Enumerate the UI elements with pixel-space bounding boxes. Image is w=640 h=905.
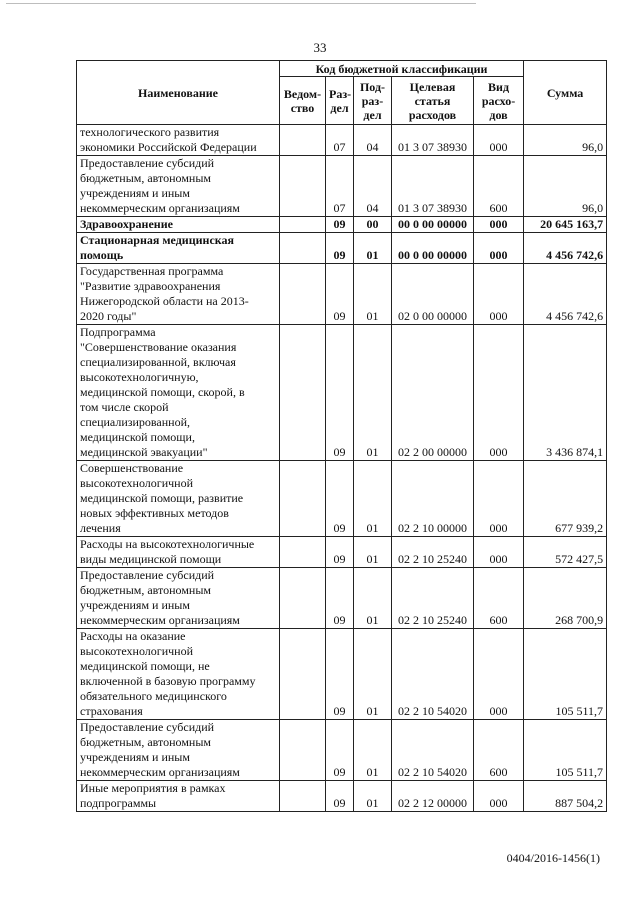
row-dept [280, 264, 326, 325]
row-subsection: 01 [354, 325, 392, 461]
row-name: Предоставление субсидий бюджетным, автономным учреждениям и иным некоммерческим организациям [77, 156, 280, 217]
header-code-group: Код бюджетной классификации [280, 61, 524, 77]
top-rule [6, 3, 476, 4]
row-section: 09 [326, 233, 354, 264]
row-dept [280, 781, 326, 812]
row-name: Иные мероприятия в рамках подпрограммы [77, 781, 280, 812]
row-amount: 96,0 [524, 156, 607, 217]
row-target: 02 2 12 00000 [392, 781, 474, 812]
row-amount: 96,0 [524, 125, 607, 156]
row-target: 02 2 10 54020 [392, 720, 474, 781]
row-subsection: 01 [354, 781, 392, 812]
table-row [77, 537, 607, 568]
header-name: Наименование [77, 61, 280, 125]
row-dept [280, 156, 326, 217]
row-section: 09 [326, 264, 354, 325]
row-subsection: 01 [354, 629, 392, 720]
row-subsection: 04 [354, 156, 392, 217]
row-amount: 105 511,7 [524, 629, 607, 720]
row-exp-type: 600 [474, 720, 524, 781]
row-section: 09 [326, 217, 354, 233]
row-name: Стационарная медицинская помощь [77, 233, 280, 264]
row-subsection: 01 [354, 233, 392, 264]
row-subsection: 01 [354, 264, 392, 325]
table-row [77, 325, 607, 461]
row-name: Предоставление субсидий бюджетным, автономным учреждениям и иным некоммерческим организациям [77, 568, 280, 629]
header-subsection: Под- раз- дел [354, 77, 392, 125]
row-target: 00 0 00 00000 [392, 233, 474, 264]
row-section: 09 [326, 629, 354, 720]
row-dept [280, 568, 326, 629]
row-section: 09 [326, 568, 354, 629]
row-section: 09 [326, 461, 354, 537]
row-dept [280, 537, 326, 568]
row-subsection: 01 [354, 537, 392, 568]
row-target: 02 2 10 54020 [392, 629, 474, 720]
row-subsection: 01 [354, 720, 392, 781]
row-exp-type: 000 [474, 629, 524, 720]
row-amount: 4 456 742,6 [524, 264, 607, 325]
row-exp-type: 600 [474, 568, 524, 629]
row-exp-type: 600 [474, 156, 524, 217]
header-amount: Сумма [524, 61, 607, 125]
table-row [77, 233, 607, 264]
row-name: Подпрограмма "Совершенствование оказания специализированной, включая высокотехнологичную, медицинской помощи, скорой, в том числе скорой специализированной, медицинской помощи, медицинской эвакуации" [77, 325, 280, 461]
row-exp-type: 000 [474, 233, 524, 264]
row-exp-type: 000 [474, 537, 524, 568]
row-target: 02 0 00 00000 [392, 264, 474, 325]
row-dept [280, 720, 326, 781]
table-row [77, 461, 607, 537]
table-row [77, 781, 607, 812]
table-row [77, 156, 607, 217]
header-exp-type: Вид расхо- дов [474, 77, 524, 125]
budget-table [76, 60, 607, 812]
row-name: Расходы на высокотехнологичные виды медицинской помощи [77, 537, 280, 568]
row-dept [280, 325, 326, 461]
row-subsection: 01 [354, 461, 392, 537]
row-subsection: 00 [354, 217, 392, 233]
row-target: 02 2 10 25240 [392, 537, 474, 568]
header-section: Раз- дел [326, 77, 354, 125]
row-section: 09 [326, 781, 354, 812]
row-exp-type: 000 [474, 125, 524, 156]
row-dept [280, 461, 326, 537]
row-dept [280, 629, 326, 720]
table-row [77, 720, 607, 781]
row-target: 01 3 07 38930 [392, 125, 474, 156]
row-name: Предоставление субсидий бюджетным, автономным учреждениям и иным некоммерческим организациям [77, 720, 280, 781]
row-section: 09 [326, 325, 354, 461]
row-amount: 887 504,2 [524, 781, 607, 812]
row-exp-type: 000 [474, 325, 524, 461]
row-name: технологического развития экономики Российской Федерации [77, 125, 280, 156]
table-row [77, 217, 607, 233]
header-target: Целевая статья расходов [392, 77, 474, 125]
row-dept [280, 217, 326, 233]
row-section: 07 [326, 125, 354, 156]
row-amount: 105 511,7 [524, 720, 607, 781]
table-row [77, 264, 607, 325]
row-subsection: 04 [354, 125, 392, 156]
row-amount: 572 427,5 [524, 537, 607, 568]
row-exp-type: 000 [474, 781, 524, 812]
table-row [77, 568, 607, 629]
row-target: 02 2 10 25240 [392, 568, 474, 629]
row-section: 09 [326, 537, 354, 568]
row-amount: 4 456 742,6 [524, 233, 607, 264]
row-exp-type: 000 [474, 461, 524, 537]
row-amount: 268 700,9 [524, 568, 607, 629]
document-code: 0404/2016-1456(1) [506, 851, 600, 865]
row-dept [280, 125, 326, 156]
row-target: 02 2 00 00000 [392, 325, 474, 461]
row-target: 01 3 07 38930 [392, 156, 474, 217]
row-target: 02 2 10 00000 [392, 461, 474, 537]
row-target: 00 0 00 00000 [392, 217, 474, 233]
row-amount: 3 436 874,1 [524, 325, 607, 461]
row-section: 09 [326, 720, 354, 781]
row-subsection: 01 [354, 568, 392, 629]
table-body [77, 125, 607, 812]
row-name: Расходы на оказание высокотехнологичной медицинской помощи, не включенной в базовую программу обязательного медицинского страхования [77, 629, 280, 720]
row-amount: 677 939,2 [524, 461, 607, 537]
row-exp-type: 000 [474, 217, 524, 233]
table-row [77, 125, 607, 156]
row-section: 07 [326, 156, 354, 217]
row-name: Здравоохранение [77, 217, 280, 233]
row-amount: 20 645 163,7 [524, 217, 607, 233]
table-row [77, 629, 607, 720]
header-dept: Ведом- ство [280, 77, 326, 125]
row-name: Совершенствование высокотехнологичной медицинской помощи, развитие новых эффективных методов лечения [77, 461, 280, 537]
row-name: Государственная программа "Развитие здравоохранения Нижегородской области на 2013- 2020 годы" [77, 264, 280, 325]
page-number: 33 [313, 40, 327, 55]
row-exp-type: 000 [474, 264, 524, 325]
row-dept [280, 233, 326, 264]
